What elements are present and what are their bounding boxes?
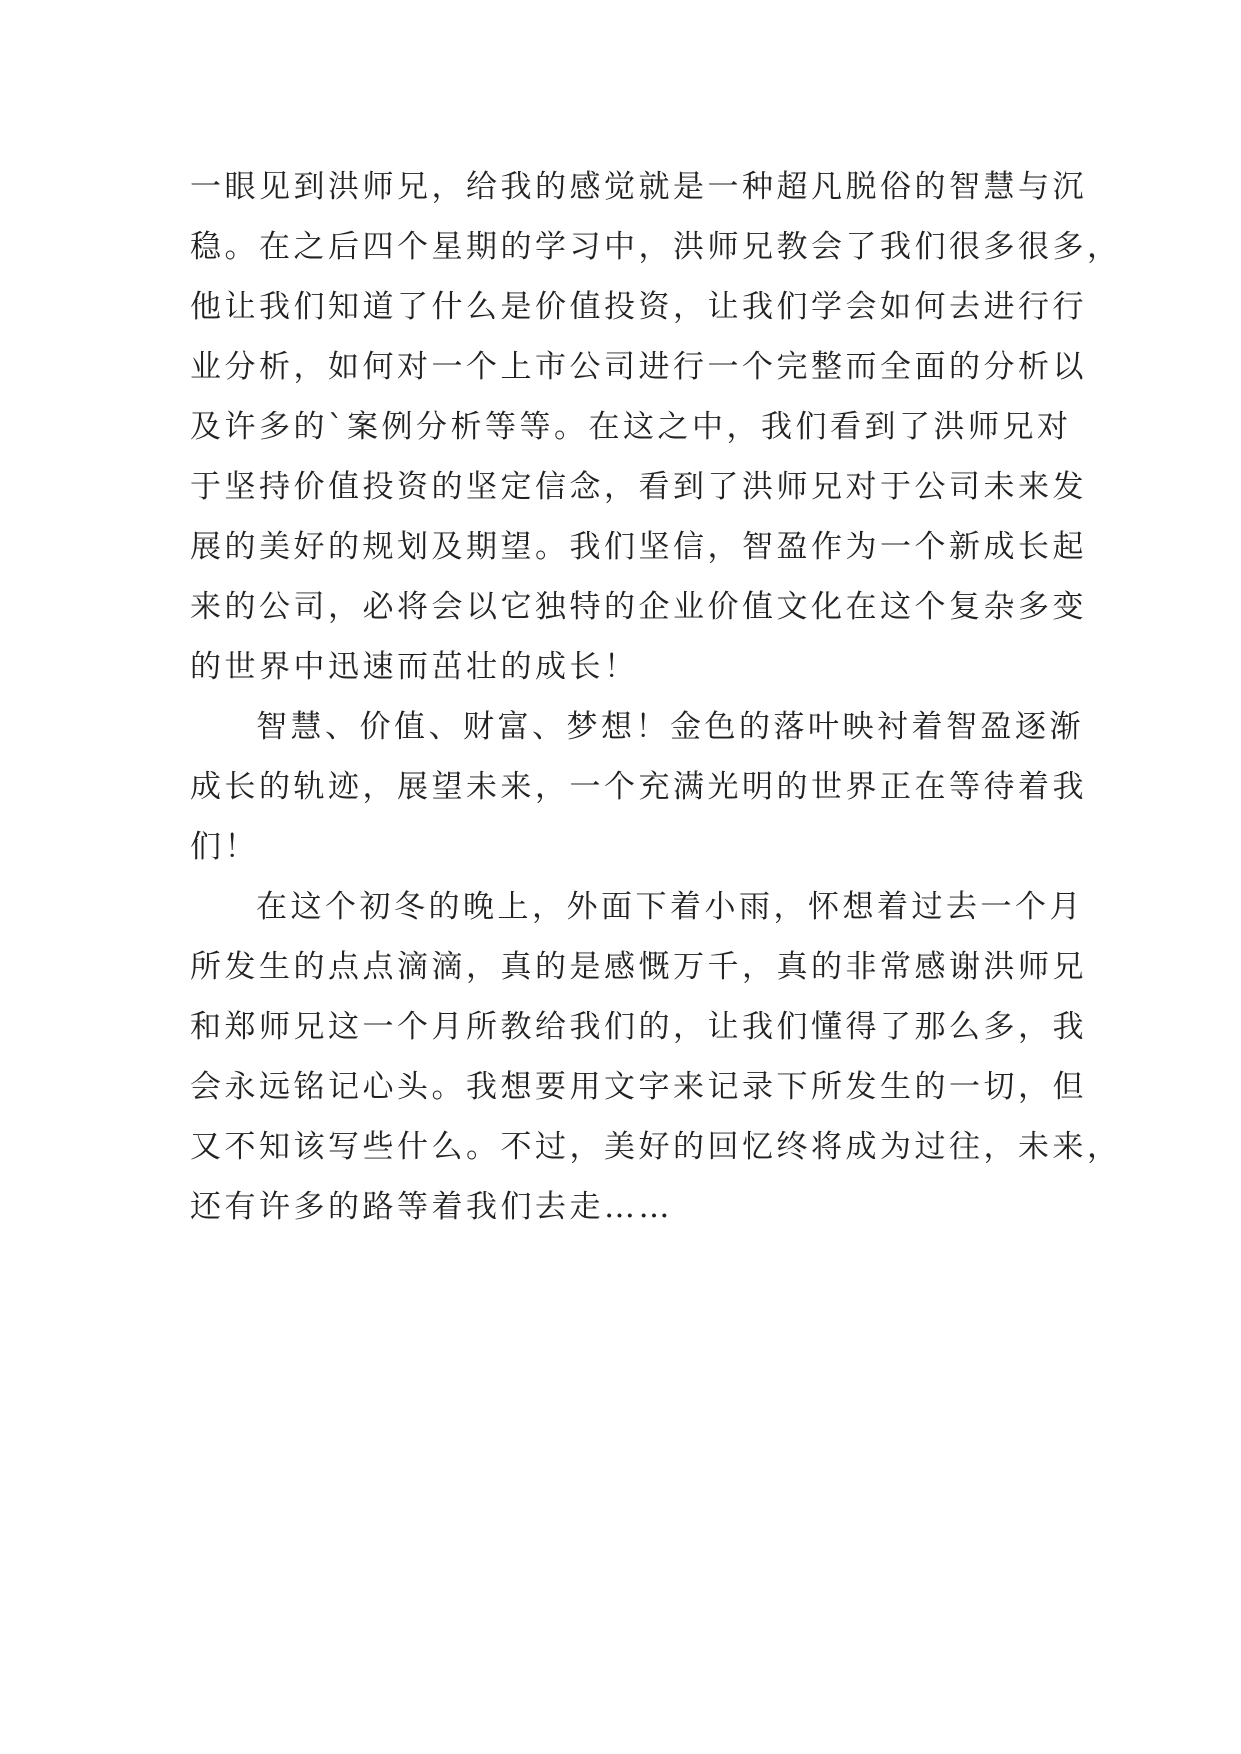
paragraph-3-line-5: 又不知该写些什么。不过，美好的回忆终将成为过往，未来， [190,1129,1122,1165]
paragraph-3-line-3: 和郑师兄这一个月所教给我们的，让我们懂得了那么多，我 [190,1009,1087,1045]
paragraph-1-line-9: 的世界中迅速而茁壮的成长！ [190,649,639,685]
paragraph-1-line-4: 业分析，如何对一个上市公司进行一个完整而全面的分析以 [190,349,1087,385]
paragraph-1-line-7: 展的美好的规划及期望。我们坚信，智盈作为一个新成长起 [190,529,1087,565]
paragraph-1-line-3: 他让我们知道了什么是价值投资，让我们学会如何去进行行 [190,289,1087,325]
paragraph-1-line-5: 及许多的`案例分析等等。在这之中，我们看到了洪师兄对 [190,409,1072,445]
paragraph-2-line-2: 成长的轨迹，展望未来，一个充满光明的世界正在等待着我 [190,769,1087,805]
paragraph-2-line-3: 们！ [190,829,259,865]
paragraph-3-line-4: 会永远铭记心头。我想要用文字来记录下所发生的一切，但 [190,1069,1087,1105]
paragraph-3-line-1: 在这个初冬的晚上，外面下着小雨，怀想着过去一个月 [256,889,1084,925]
paragraph-2-line-1: 智慧、价值、财富、梦想！金色的落叶映衬着智盈逐渐 [256,709,1084,745]
paragraph-1-line-6: 于坚持价值投资的坚定信念，看到了洪师兄对于公司未来发 [190,469,1087,505]
paragraph-3-line-2: 所发生的点点滴滴，真的是感慨万千，真的非常感谢洪师兄 [190,949,1087,985]
paragraph-1-line-1: 一眼见到洪师兄，给我的感觉就是一种超凡脱俗的智慧与沉 [190,169,1087,205]
paragraph-1-line-2: 稳。在之后四个星期的学习中，洪师兄教会了我们很多很多， [190,229,1122,265]
document-body [190,157,1122,1237]
paragraph-3-line-6: 还有许多的路等着我们去走…… [190,1189,673,1225]
paragraph-1-line-8: 来的公司，必将会以它独特的企业价值文化在这个复杂多变 [190,589,1087,625]
